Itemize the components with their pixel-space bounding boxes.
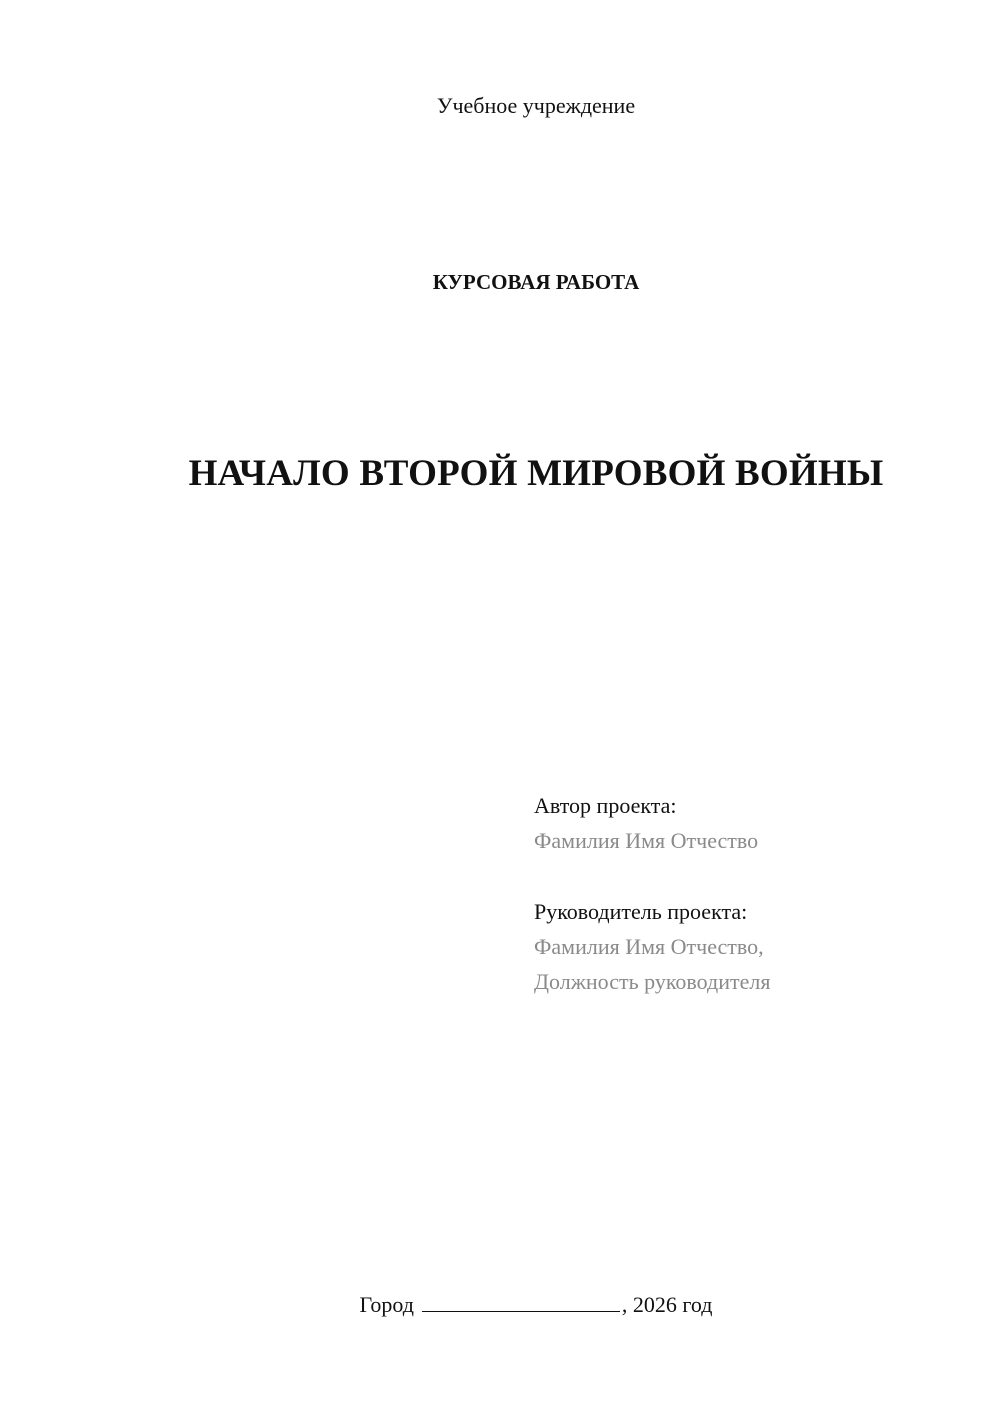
city-blank-line: [422, 1291, 620, 1312]
author-name: Фамилия Имя Отчество: [534, 828, 759, 853]
city-year-line: [0, 1290, 1000, 1320]
document-type: КУРСОВАЯ РАБОТА: [432, 270, 640, 294]
city-label: Город: [359, 1292, 414, 1317]
document-title: НАЧАЛО ВТОРОЙ МИРОВОЙ ВОЙНЫ: [188, 453, 884, 494]
credits-spacer: [534, 858, 974, 894]
supervisor-position: Должность руководителя: [534, 969, 771, 994]
year-text: , 2026 год: [621, 1292, 713, 1317]
supervisor-name: Фамилия Имя Отчество,: [534, 934, 764, 959]
institution-name: Учебное учреждение: [436, 93, 636, 118]
supervisor-label: Руководитель проекта:: [534, 899, 748, 924]
author-label: Автор проекта:: [534, 793, 677, 818]
credits-block: [534, 788, 974, 999]
